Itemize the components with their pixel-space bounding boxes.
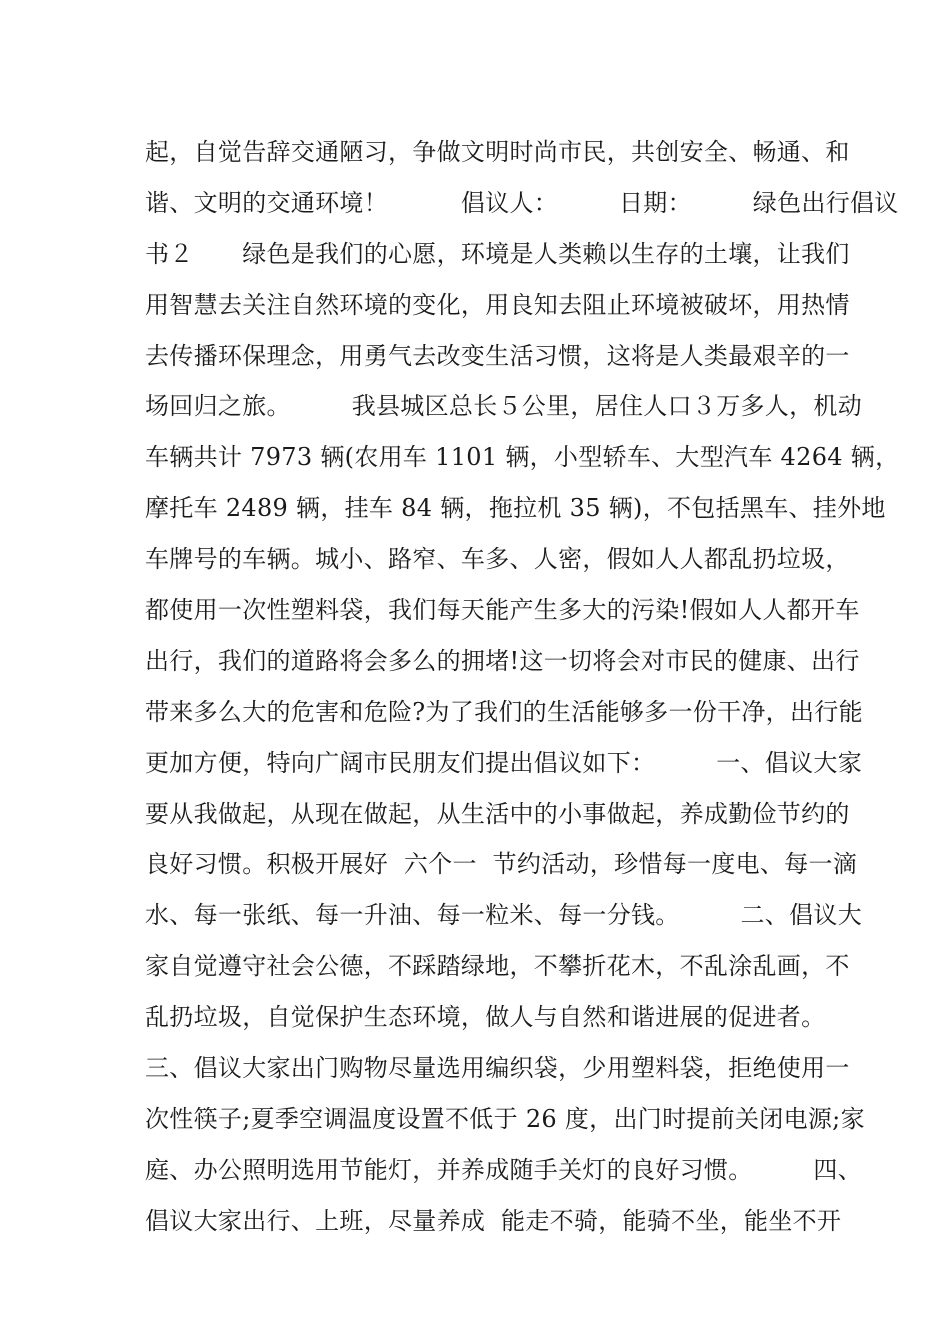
text-line: 带来多么大的危害和危险?为了我们的生活能够多一份干净，出行能	[145, 697, 863, 726]
body-text	[145, 132, 900, 1252]
text-line: 去传播环保理念，用勇气去改变生活习惯，这将是人类最艰辛的一	[145, 341, 850, 370]
text-line: 更加方便，特向广阔市民朋友们提出倡议如下： 一、倡议大家	[145, 748, 862, 777]
text-line: 都使用一次性塑料袋，我们每天能产生多大的污染!假如人人都开车	[145, 596, 860, 625]
text-line: 要从我做起，从现在做起，从生活中的小事做起，养成勤俭节约的	[145, 799, 850, 828]
text-line: 车牌号的车辆。城小、路窄、车多、人密，假如人人都乱扔垃圾，	[145, 545, 850, 574]
text-line: 起，自觉告辞交通陋习，争做文明时尚市民，共创安全、畅通、和	[145, 138, 850, 166]
text-line: 谐、文明的交通环境！ 倡议人： 日期： 绿色出行倡议	[145, 188, 899, 217]
text-line: 用智慧去关注自然环境的变化，用良知去阻止环境被破坏，用热情	[145, 290, 850, 319]
text-line: 倡议大家出行、上班，尽量养成 能走不骑，能骑不坐，能坐不开	[145, 1206, 842, 1235]
text-line: 水、每一张纸、每一升油、每一粒米、每一分钱。 二、倡议大	[145, 901, 862, 930]
text-line: 摩托车 2489 辆，挂车 84 辆，拖拉机 35 辆)，不包括黑车、挂外地	[145, 494, 886, 523]
text-line: 出行，我们的道路将会多么的拥堵!这一切将会对市民的健康、出行	[145, 646, 860, 675]
text-line: 场回归之旅。 我县城区总长５公里，居住人口３万多人，机动	[145, 392, 862, 421]
text-line: 次性筷子;夏季空调温度设置不低于 26 度，出门时提前关闭电源;家	[145, 1104, 865, 1133]
text-line: 书２ 绿色是我们的心愿，环境是人类赖以生存的土壤，让我们	[145, 239, 850, 268]
text-line: 良好习惯。积极开展好 六个一 节约活动，珍惜每一度电、每一滴	[145, 850, 858, 879]
text-line: 乱扔垃圾，自觉保护生态环境，做人与自然和谐进展的促进者。	[145, 1003, 826, 1032]
text-line: 家自觉遵守社会公德，不踩踏绿地，不攀折花木，不乱涂乱画，不	[145, 952, 850, 981]
text-line: 庭、办公照明选用节能灯，并养成随手关灯的良好习惯。 四、	[145, 1155, 862, 1184]
text-line: 车辆共计 7973 辆(农用车 1101 辆，小型轿车、大型汽车 4264 辆，	[145, 443, 900, 472]
text-line: 三、倡议大家出门购物尽量选用编织袋，少用塑料袋，拒绝使用一	[145, 1054, 850, 1083]
